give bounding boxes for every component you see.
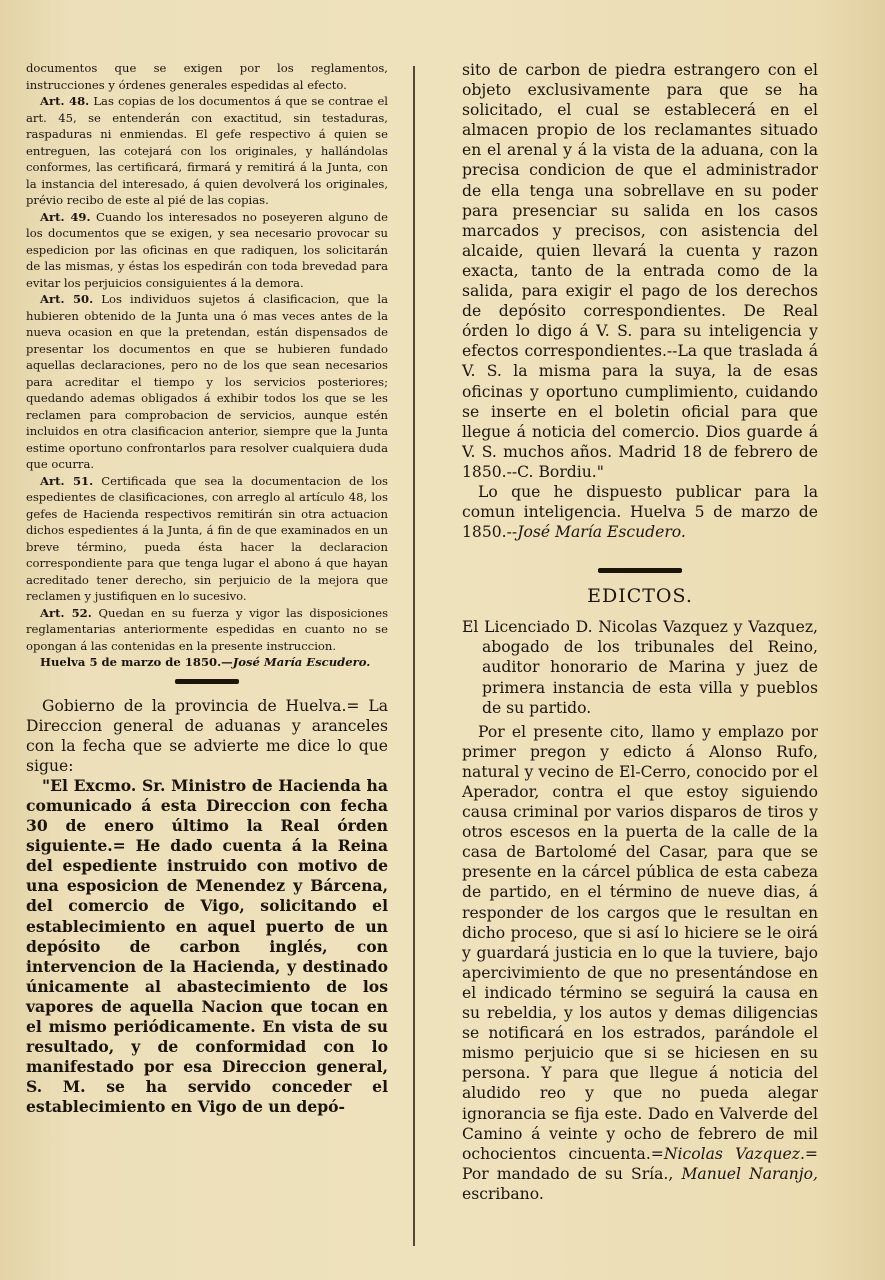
edicto-text (462, 722, 818, 1204)
royal-order-continuation (462, 60, 818, 542)
edicto-separator: = (804, 1144, 818, 1163)
continuation-text: sito de carbon de piedra estrangero con el objeto exclusivamente para que se ha solicitado, el cual se establecerá en el almacen propio de los reclamantes situado en el arenal y á la vista de la aduana, con la precisa condicion de que el administrador de ella tenga una sobrellave en su poder para presenciar su salida en los casos marcados y precisos, con asistencia del alcaide, quien llevará la cuenta y razon exacta, tanto de la entrada como de la salida, para exigir el pago de los derechos de depósito correspondientes. De Real órden lo digo á V. S. para su inteligencia y efectos correspondientes.--La que traslada á V. S. la misma para la suya, la de esas oficinas y oportuno cumplimiento, cuidando se inserte en el boletin oficial para que llegue á noticia del comercio. Dios guarde á V. S. muchos años. Madrid 18 de febrero de 1850.--C. Bordiu." (462, 61, 818, 481)
article-text: Cuando los interesados no poseyeren alguno de los documentos que se exigen, y sea necesario provocar su espedicion por las oficinas en que radiquen, los solicitarán de las mismas, y éstas los espedirán con toda brevedad para evitar los perjuicios consiguientes á la demora. (26, 209, 388, 290)
column-rule (413, 66, 415, 1246)
article-label: Art. 51. (40, 473, 94, 488)
signature-line (26, 654, 388, 671)
edicto-body-text: Por el presente cito, llamo y emplazo por primer pregon y edicto á Alonso Rufo, natural y vecino de El-Cerro, conocido por el Aperador, contra el que estoy siguiendo causa criminal por varios disparos de tiros y otros escesos en la puerta de la calle de la casa de Bartolomé del Casar, para que se presente en la cárcel pública de esta cabeza de partido, en el término de nueve dias, á responder de los cargos que le resultan en dicho proceso, que si así lo hiciere se le oirá y guardará justicia en lo que la tuviere, bajo apercivimiento de que no presentándose en el indicado término se seguirá la causa en su rebeldia, y los autos y demas diligencias se notificará en los estrados, parándole el mismo perjuicio que si se hiciesen en su persona. Y para que llegue á noticia del aludido reo y que no pueda alegar ignorancia se fija este. Dado en Valverde del Camino á veinte y ocho de febrero de mil ochocientos cincuenta.= (462, 722, 818, 1163)
article-52 (26, 605, 388, 655)
article-text: Las copias de los documentos á que se contrae el art. 45, se entenderán con exactitud, sin testaduras, raspaduras ni enmiendas. El gefe respectivo á quien se entreguen, las cotejará con los originales, y hallándolas conformes, las certificará, firmará y remitirá á la Junta, con la instancia del interesado, á quien devolverá los originales, prévio recibo de este al pié de las copias. (26, 94, 389, 207)
article-label: Art. 49. (40, 209, 91, 224)
royal-order-text: "El Excmo. Sr. Ministro de Hacienda ha comunicado á esta Direccion con fecha 30 de enero último la Real órden siguiente.= He dado cuenta á la Reina del espediente instruido con motivo de una esposicion de Menendez y Bárcena, del comercio de Vigo, solicitando el establecimiento en aquel puerto de un depósito de carbon inglés, con intervencion de la Hacienda, y destinado únicamente al abastecimiento de los vapores de aquella Nacion que tocan en el mismo periódicamente. En vista de su resultado, y de conformidad con lo manifestado por esa Direccion general, S. M. se ha servido conceder el establecimiento en Vigo de un depó- (26, 775, 388, 1117)
article-49 (26, 209, 388, 292)
right-column (462, 60, 818, 1260)
article-text: Quedan en su fuerza y vigor las disposiciones reglamentarias anteriormente espedidas en cuanto no se opongan á las contenidas en la presente instruccion. (26, 605, 389, 653)
edicto-notary-role: escribano. (462, 1184, 544, 1203)
paragraph-continuation: documentos que se exigen por los reglamentos, instrucciones y órdenes generales espedidas al efecto. (26, 61, 388, 92)
article-51 (26, 473, 388, 605)
divider-bar (175, 679, 239, 684)
left-column (26, 60, 388, 1260)
edicto-judge-signature: Nicolas Vazquez. (663, 1144, 805, 1163)
edictos-heading: EDICTOS. (587, 585, 693, 608)
article-50 (26, 291, 388, 473)
signature-date: Huelva 5 de marzo de 1850.— (40, 655, 233, 669)
publish-text: Lo que he dispuesto publicar para la comun inteligencia. Huelva 5 de marzo de 1850.-- (462, 482, 818, 542)
publish-line (462, 482, 818, 542)
edicto-mandado: Por mandado de su Sría., (462, 1164, 674, 1183)
article-label: Art. 48. (40, 94, 90, 108)
edicto-intro: El Licenciado D. Nicolas Vazquez y Vazquez, abogado de los tribunales del Reino, auditor honorario de Marina y juez de primera instancia de esta villa y pueblos de su partido. (462, 618, 818, 717)
publish-signature: José María Escudero. (517, 523, 686, 542)
gobierno-notice (26, 696, 388, 1118)
section-divider (462, 568, 818, 573)
article-text: Los individuos sujetos á clasificacion, que la hubieren obtenido de la Junta una ó mas veces antes de la nueva ocasion en que la pretendan, están dispensados de presentar los documentos en que se hubieren fundado aquellas declaraciones, pero no de los que sean necesarios para acreditar el tiempo y los servicios posteriores; quedando ademas obligados á exhibir todos los que se les reclamen para comprobacion de servicios, aunque estén incluidos en otra clasificacion anterior, siempre que la Junta estime oportuno confrontarlos para resolver cualquiera duda que ocurra. (26, 292, 388, 471)
article-48 (26, 93, 388, 209)
regulation-articles (26, 60, 388, 671)
edicto-body (462, 722, 818, 1204)
section-divider (26, 679, 388, 684)
signature-name: José María Escudero. (232, 655, 371, 669)
divider-bar (598, 568, 682, 573)
gobierno-intro: Gobierno de la provincia de Huelva.= La Direccion general de aduanas y aranceles con la fecha que se advierte me dice lo que sigue: (26, 696, 388, 775)
edicto-notary-signature: Manuel Naranjo, (681, 1164, 818, 1183)
article-text: Certificada que sea la documentacion de los espedientes de clasificaciones, con arreglo al artículo 48, los gefes de Hacienda respectivos remitirán sin otra actuacion dichos espedientes á la Junta, á fin de que examinados en un breve término, pueda ésta hacer la declaracion correspondiente para que tenga lugar el abono á que hayan acreditado tener derecho, sin perjuicio de la mejora que reclamen y justifiquen en lo sucesivo. (26, 473, 389, 603)
article-label: Art. 50. (40, 292, 94, 306)
article-label: Art. 52. (40, 605, 92, 620)
